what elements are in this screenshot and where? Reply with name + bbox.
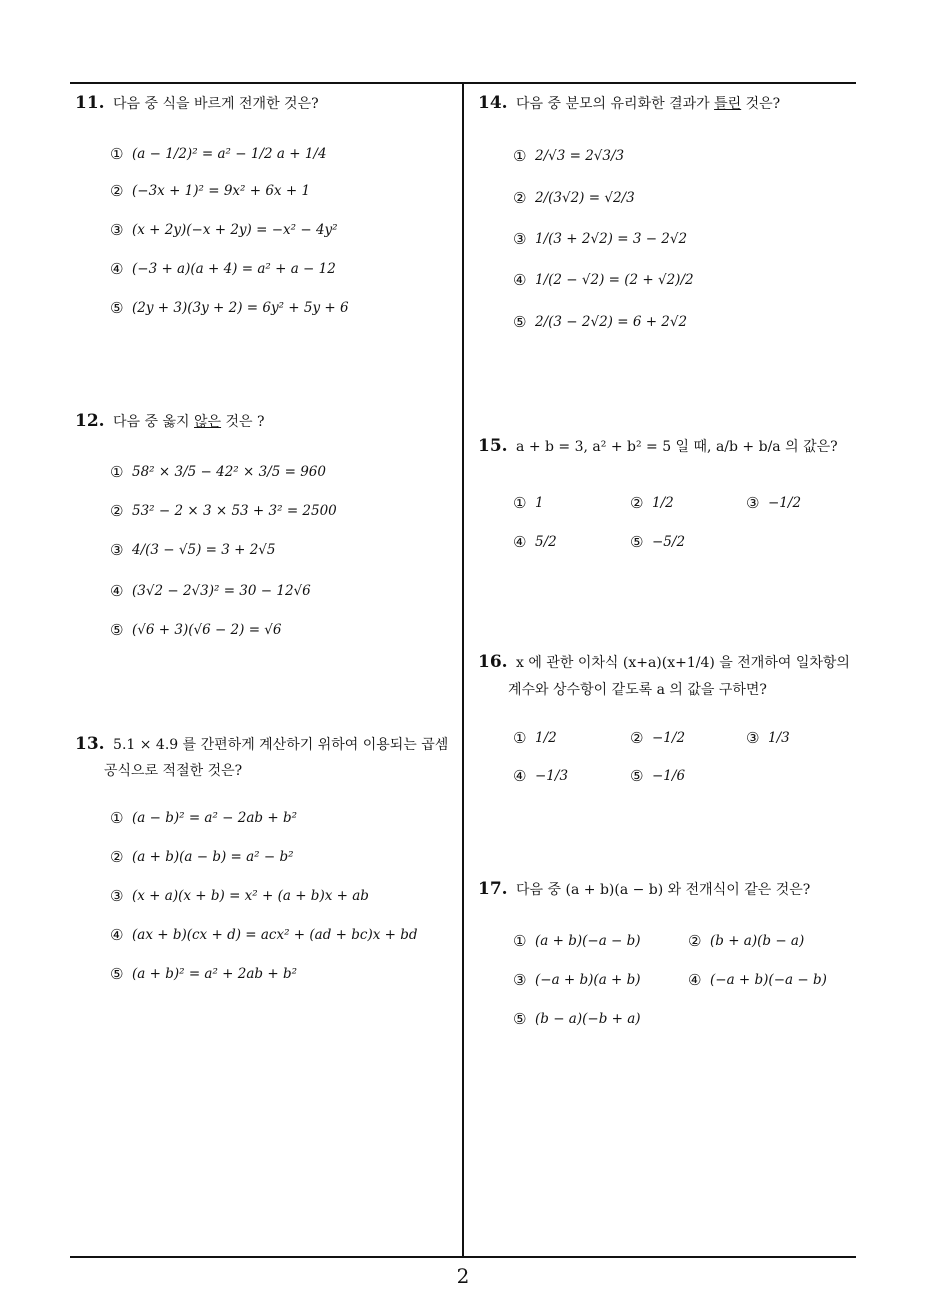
option-expression: 1/(2 − √2) = (2 + √2)/2 — [535, 272, 694, 288]
option-marker: ② — [110, 502, 124, 520]
question-stem-part: 것은 ? — [221, 414, 265, 430]
q17-option-4[interactable] — [688, 971, 827, 989]
q11-option-3[interactable] — [110, 221, 338, 239]
underlined-keyword: 틀린 — [714, 96, 742, 112]
option-expression: −1/2 — [768, 495, 802, 511]
bottom-rule — [70, 1256, 856, 1258]
question-stem-part: 것은? — [741, 96, 781, 112]
option-marker: ④ — [110, 582, 124, 600]
question-14 — [478, 92, 780, 115]
q12-option-3[interactable] — [110, 541, 276, 559]
q16-option-3[interactable] — [746, 729, 790, 747]
option-marker: ④ — [513, 271, 527, 289]
question-13 — [75, 733, 448, 756]
question-number: 17. — [478, 879, 508, 899]
q16-option-4[interactable] — [513, 767, 568, 785]
question-stem-line-2: 계수와 상수항이 같도록 a 의 값을 구하면? — [508, 682, 767, 698]
option-marker: ① — [513, 932, 527, 950]
question-15 — [478, 435, 838, 458]
option-marker: ⑤ — [513, 313, 527, 331]
option-expression: −1/6 — [652, 768, 686, 784]
question-stem: 다음 중 (a + b)(a − b) 와 전개식이 같은 것은? — [516, 882, 811, 898]
q12-option-2[interactable] — [110, 502, 337, 520]
option-marker: ③ — [746, 729, 760, 747]
option-marker: ② — [630, 494, 644, 512]
q15-option-5[interactable] — [630, 533, 685, 551]
q13-option-1[interactable] — [110, 809, 297, 827]
option-expression: (−3x + 1)² = 9x² + 6x + 1 — [132, 183, 311, 199]
q12-option-4[interactable] — [110, 582, 311, 600]
question-stem-line-1: x 에 관한 이차식 (x+a)(x+1/4) 을 전개하여 일차항의 — [516, 655, 850, 671]
q14-option-5[interactable] — [513, 313, 687, 331]
option-expression: (b − a)(−b + a) — [535, 1011, 641, 1027]
q17-option-1[interactable] — [513, 932, 641, 950]
option-expression: (−a + b)(−a − b) — [710, 972, 827, 988]
option-expression: (3√2 − 2√3)² = 30 − 12√6 — [132, 583, 311, 599]
option-marker: ① — [513, 494, 527, 512]
option-expression: 58² × 3/5 − 42² × 3/5 = 960 — [132, 464, 326, 480]
option-marker: ① — [110, 809, 124, 827]
q15-option-2[interactable] — [630, 494, 674, 512]
option-marker: ⑤ — [630, 533, 644, 551]
option-marker: ③ — [746, 494, 760, 512]
option-expression: 1/(3 + 2√2) = 3 − 2√2 — [535, 231, 688, 247]
option-expression: (a − 1/2)² = a² − 1/2 a + 1/4 — [132, 146, 327, 162]
q11-option-4[interactable] — [110, 260, 336, 278]
q14-option-2[interactable] — [513, 189, 635, 207]
option-marker: ③ — [110, 887, 124, 905]
q14-option-1[interactable] — [513, 147, 624, 165]
option-expression: −1/2 — [652, 730, 686, 746]
option-expression: 53² − 2 × 3 × 53 + 3² = 2500 — [132, 503, 337, 519]
option-marker: ① — [513, 729, 527, 747]
option-marker: ③ — [513, 230, 527, 248]
q17-option-5[interactable] — [513, 1010, 641, 1028]
q12-option-1[interactable] — [110, 463, 326, 481]
question-13-line-2 — [104, 760, 242, 782]
option-marker: ② — [110, 182, 124, 200]
option-expression: (2y + 3)(3y + 2) = 6y² + 5y + 6 — [132, 300, 349, 316]
option-expression: 1 — [535, 495, 544, 511]
q13-option-2[interactable] — [110, 848, 294, 866]
q15-option-4[interactable] — [513, 533, 557, 551]
option-expression: 1/2 — [535, 730, 557, 746]
option-expression: (b + a)(b − a) — [710, 933, 805, 949]
option-expression: 5/2 — [535, 534, 557, 550]
option-expression: (−a + b)(a + b) — [535, 972, 641, 988]
option-expression: 2/√3 = 2√3/3 — [535, 148, 625, 164]
option-expression: (a − b)² = a² − 2ab + b² — [132, 810, 298, 826]
option-expression: (x + 2y)(−x + 2y) = −x² − 4y² — [132, 222, 338, 238]
option-expression: (√6 + 3)(√6 − 2) = √6 — [132, 622, 282, 638]
option-marker: ⑤ — [513, 1010, 527, 1028]
option-marker: ④ — [688, 971, 702, 989]
option-expression: (a + b)(a − b) = a² − b² — [132, 849, 294, 865]
question-stem-line-2: 공식으로 적절한 것은? — [104, 763, 243, 779]
question-number: 14. — [478, 93, 508, 113]
option-marker: ③ — [110, 541, 124, 559]
question-12 — [75, 410, 265, 433]
question-16 — [478, 651, 850, 674]
option-marker: ④ — [513, 767, 527, 785]
option-expression: 4/(3 − √5) = 3 + 2√5 — [132, 542, 276, 558]
option-marker: ① — [110, 463, 124, 481]
option-marker: ④ — [110, 926, 124, 944]
q11-option-5[interactable] — [110, 299, 349, 317]
option-marker: ② — [110, 848, 124, 866]
option-marker: ② — [688, 932, 702, 950]
question-stem: 다음 중 식을 바르게 전개한 것은? — [113, 96, 319, 112]
underlined-keyword: 않은 — [194, 414, 222, 430]
option-expression: 1/3 — [768, 730, 790, 746]
option-expression: −5/2 — [652, 534, 686, 550]
option-expression: 2/(3 − 2√2) = 6 + 2√2 — [535, 314, 688, 330]
page-number: 2 — [456, 1264, 470, 1288]
q13-option-3[interactable] — [110, 887, 369, 905]
question-11 — [75, 92, 319, 115]
q14-option-4[interactable] — [513, 271, 694, 289]
q15-option-1[interactable] — [513, 494, 544, 512]
option-marker: ③ — [110, 221, 124, 239]
q17-option-3[interactable] — [513, 971, 641, 989]
question-number: 11. — [75, 93, 105, 113]
q13-option-4[interactable] — [110, 926, 418, 944]
option-marker: ⑤ — [630, 767, 644, 785]
option-marker: ② — [513, 189, 527, 207]
option-marker: ⑤ — [110, 299, 124, 317]
question-17 — [478, 878, 810, 901]
question-stem-line-1: 5.1 × 4.9 를 간편하게 계산하기 위하여 이용되는 곱셈 — [113, 737, 449, 753]
q11-option-1[interactable] — [110, 145, 327, 163]
q16-option-5[interactable] — [630, 767, 685, 785]
option-marker: ⑤ — [110, 965, 124, 983]
option-marker: ① — [110, 145, 124, 163]
option-expression: (ax + b)(cx + d) = acx² + (ad + bc)x + bd — [132, 927, 418, 943]
q17-option-2[interactable] — [688, 932, 804, 950]
question-number: 13. — [75, 734, 105, 754]
q15-option-3[interactable] — [746, 494, 801, 512]
q16-option-1[interactable] — [513, 729, 557, 747]
option-marker: ③ — [513, 971, 527, 989]
option-marker: ⑤ — [110, 621, 124, 639]
option-expression: (−3 + a)(a + 4) = a² + a − 12 — [132, 261, 336, 277]
question-number: 12. — [75, 411, 105, 431]
q11-option-2[interactable] — [110, 182, 310, 200]
question-stem: a + b = 3, a² + b² = 5 일 때, a/b + b/a 의 값은? — [516, 439, 838, 455]
option-expression: (a + b)² = a² + 2ab + b² — [132, 966, 298, 982]
option-marker: ④ — [513, 533, 527, 551]
option-expression: 2/(3√2) = √2/3 — [535, 190, 635, 206]
q16-option-2[interactable] — [630, 729, 685, 747]
question-16-line-2 — [508, 679, 767, 701]
option-expression: 1/2 — [652, 495, 674, 511]
question-stem-part: 다음 중 옳지 — [113, 414, 195, 430]
option-expression: −1/3 — [535, 768, 569, 784]
column-divider — [462, 82, 464, 1257]
question-number: 16. — [478, 652, 508, 672]
question-number: 15. — [478, 436, 508, 456]
option-expression: (x + a)(x + b) = x² + (a + b)x + ab — [132, 888, 369, 904]
option-marker: ① — [513, 147, 527, 165]
question-stem-part: 다음 중 분모의 유리화한 결과가 — [516, 96, 715, 112]
q12-option-5[interactable] — [110, 621, 282, 639]
q14-option-3[interactable] — [513, 230, 687, 248]
q13-option-5[interactable] — [110, 965, 297, 983]
option-marker: ② — [630, 729, 644, 747]
option-expression: (a + b)(−a − b) — [535, 933, 641, 949]
option-marker: ④ — [110, 260, 124, 278]
